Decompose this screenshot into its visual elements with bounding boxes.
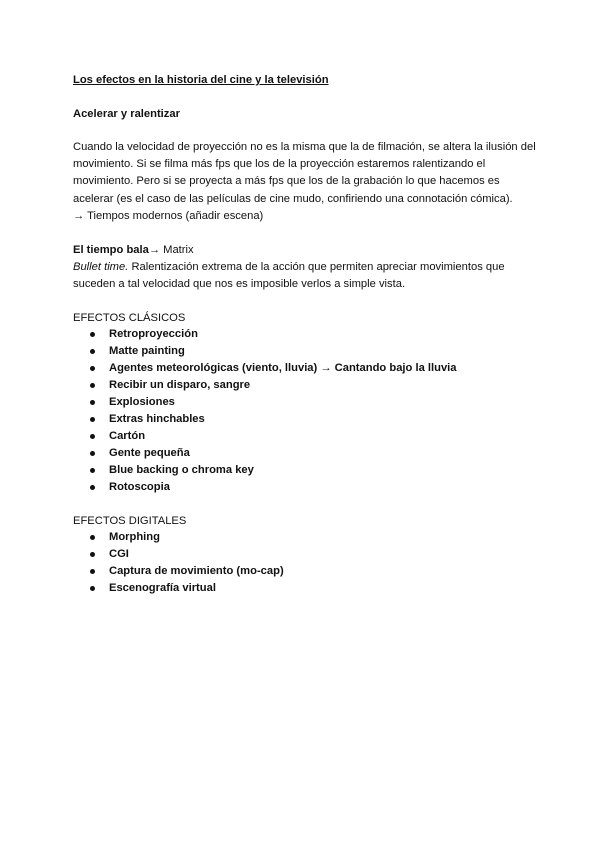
list-item (90, 360, 457, 377)
list-item-label: CGI (109, 548, 129, 560)
bullet-icon (90, 434, 95, 439)
list-item-label: Extras hinchables (109, 413, 205, 425)
paragraph-acelerar (73, 139, 536, 225)
list-item-label: Retroproyección (109, 328, 198, 340)
bullet-icon (90, 383, 95, 388)
list-item (90, 343, 457, 360)
bullet-icon (90, 468, 95, 473)
list-item-label: Cartón (109, 430, 146, 442)
list-item-label: Gente pequeña (109, 447, 190, 459)
list-item (90, 428, 457, 445)
list-item (90, 563, 284, 580)
list-item-label: Blue backing o chroma key (109, 464, 254, 476)
list-item-label: Matte painting (109, 345, 185, 357)
paragraph-tiempo-bala (73, 259, 533, 293)
bullet-time-term: Bullet time. (73, 261, 129, 273)
list-item (90, 580, 284, 597)
list-item-label: Captura de movimiento (mo-cap) (109, 565, 284, 577)
list-item (90, 462, 457, 479)
list-item-label: Rotoscopia (109, 481, 170, 493)
document-title: Los efectos en la historia del cine y la televisión (73, 74, 329, 86)
list-item-label: Explosiones (109, 396, 175, 408)
bullet-icon (90, 535, 95, 540)
bullet-icon (90, 552, 95, 557)
bullet-icon (90, 586, 95, 591)
paragraph-line: Cuando la velocidad de proyección no es la misma que la de filmación, se altera la ilusión del (73, 141, 536, 153)
bullet-icon (90, 417, 95, 422)
list-item (90, 326, 457, 343)
list-item (90, 411, 457, 428)
paragraph-line: acelerar (es el caso de las películas de cine mudo, confiriendo una connotación cómica). (73, 192, 513, 205)
list-item-label: Agentes meteorológicas (viento, lluvia) → Cantando bajo la lluvia (109, 362, 457, 374)
bullet-icon (90, 332, 95, 337)
section-heading-efectos-clasicos: EFECTOS CLÁSICOS (73, 312, 186, 324)
bullet-icon (90, 451, 95, 456)
section-heading-efectos-digitales: EFECTOS DIGITALES (73, 515, 187, 527)
list-item-label: Morphing (109, 531, 160, 543)
section-heading-tiempo-bala (73, 242, 533, 259)
paragraph-line (73, 259, 533, 276)
bullet-time-description: Ralentización extrema de la acción que permiten apreciar movimientos que (128, 261, 505, 273)
list-item (90, 445, 457, 462)
bullet-icon (90, 400, 95, 405)
list-item (90, 529, 284, 546)
section-heading-acelerar: Acelerar y ralentizar (73, 108, 180, 120)
paragraph-line: movimiento. Si se filma más fps que los de la proyección estaremos ralentizando el (73, 158, 486, 171)
list-item (90, 377, 457, 394)
list-item-label: Recibir un disparo, sangre (109, 379, 251, 391)
list-item-label: Escenografía virtual (109, 582, 216, 594)
list-item (90, 479, 457, 496)
paragraph-line: movimiento. Pero si se proyecta a más fps que los de la grabación lo que hacemos es (73, 175, 500, 188)
bullet-icon (90, 349, 95, 354)
bullet-icon (90, 366, 95, 371)
tiempo-bala-heading: El tiempo bala (73, 244, 149, 256)
tiempo-bala-arrow-note: → Matrix (148, 244, 194, 256)
bullet-icon (90, 569, 95, 574)
paragraph-line: suceden a tal velocidad que nos es imposible verlos a simple vista. (73, 278, 406, 291)
list-item (90, 546, 284, 563)
bullet-icon (90, 485, 95, 490)
arrow-note: → Tiempos modernos (añadir escena) (73, 209, 264, 222)
list-item (90, 394, 457, 411)
